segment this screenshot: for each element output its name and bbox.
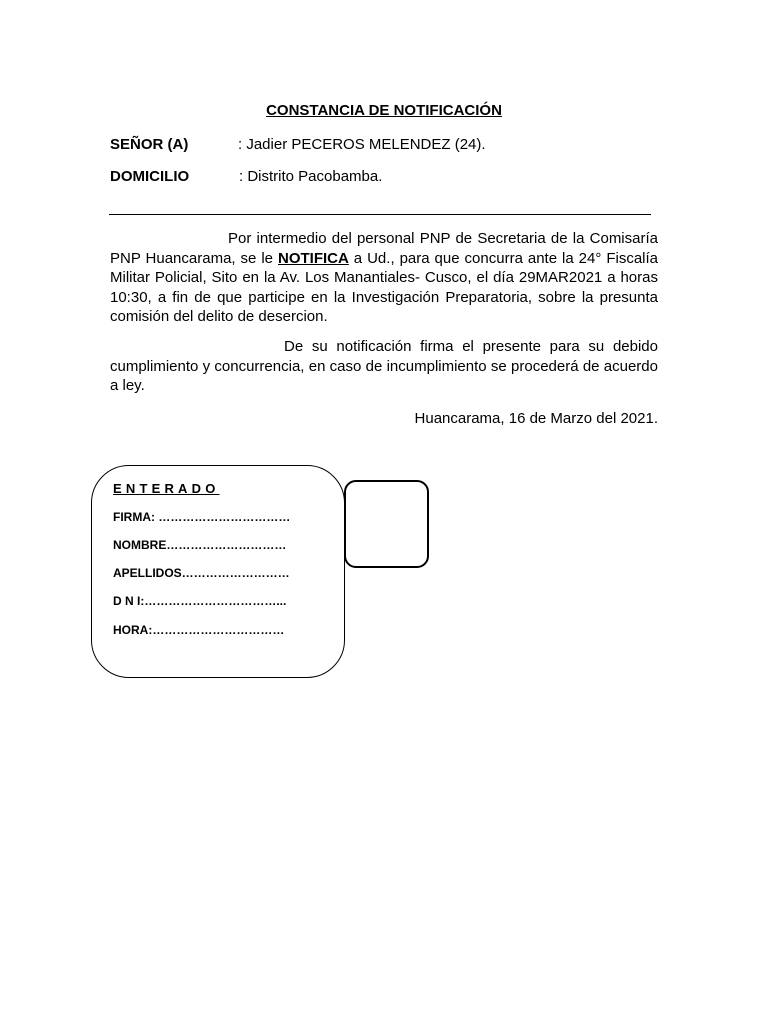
date-line: Huancarama, 16 de Marzo del 2021. xyxy=(414,410,658,427)
notification-text-part2: a Ud., para que concurra ante la 24° Fiscalía Militar Policial, Sito en la Av. Los Manantiales- Cusco, el día 29MAR2021 a horas 10:30, a fin de que participe en la Investigación Preparatoria, sobre la presunta comisión del delito de desercion. xyxy=(110,249,658,325)
senor-value: : Jadier PECEROS MELENDEZ (24). xyxy=(238,136,486,153)
hora-line: HORA:…………………………… xyxy=(113,623,285,637)
domicilio-value: : Distrito Pacobamba. xyxy=(239,168,383,185)
document-title: CONSTANCIA DE NOTIFICACIÓN xyxy=(266,102,502,119)
domicilio-label: DOMICILIO xyxy=(110,168,190,185)
apellidos-line: APELLIDOS……………………… xyxy=(113,566,290,580)
firma-line: FIRMA: …………………………… xyxy=(113,510,291,524)
notifica-emphasis: NOTIFICA xyxy=(278,249,349,267)
fingerprint-box xyxy=(344,480,429,568)
dni-line: D N I:……………………………... xyxy=(113,594,287,608)
separator-line xyxy=(109,214,651,215)
receipt-box xyxy=(91,465,345,678)
senor-label: SEÑOR (A) xyxy=(110,136,189,153)
notification-text-part1: Por intermedio del personal PNP de Secretaria de la Comisaría PNP Huancarama, se le xyxy=(110,230,658,267)
signature-paragraph: De su notificación firma el presente para su debido cumplimiento y concurrencia, en caso de incumplimiento se procederá de acuerdo a ley. xyxy=(110,338,658,394)
nombre-line: NOMBRE………………………… xyxy=(113,538,287,552)
enterado-heading: ENTERADO xyxy=(113,481,220,496)
notification-paragraph xyxy=(110,229,658,327)
